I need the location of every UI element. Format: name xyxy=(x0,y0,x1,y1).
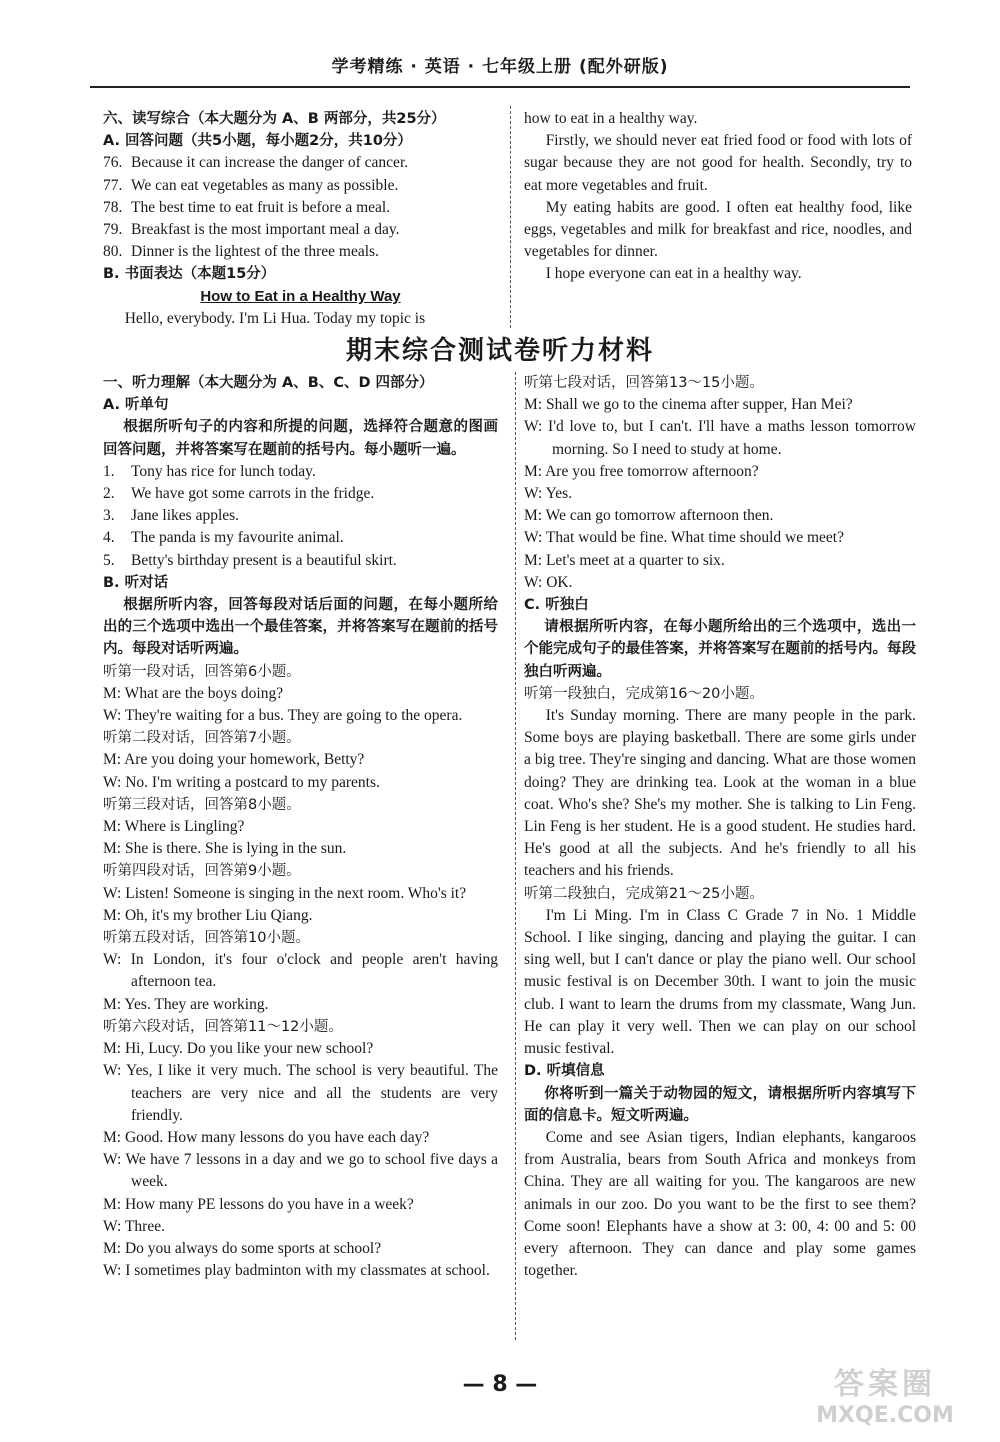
listening-a-instructions: 根据所听句子的内容和所提的问题，选择符合题意的图画回答问题，并将答案写在题前的括号内。每小题听一遍。 xyxy=(103,419,498,458)
section-title: 期末综合测试卷听力材料 xyxy=(345,336,654,366)
dialogue-line: W: OK. xyxy=(524,573,573,591)
dialogue-line: W: Yes, I like it very much. The school is very beautiful. The teachers are very nice and all the students are very friendly. xyxy=(103,1062,498,1124)
part-six-heading: 六、读写综合（本大题分为 A、B 两部分，共25分） xyxy=(103,111,446,127)
essay-paragraph: My eating habits are good. I often eat healthy food, like eggs, vegetables and milk for breakfast and rice, noodles, and vegetables for dinner. xyxy=(524,198,912,261)
answer-item xyxy=(103,175,498,197)
watermark-logo xyxy=(795,1368,975,1436)
dialogue-line: W: Three. xyxy=(103,1217,165,1235)
sentence-num: 5. xyxy=(103,551,115,569)
dialogue-line: M: Are you doing your homework, Betty? xyxy=(103,751,365,769)
essay-paragraph: I hope everyone can eat in a healthy way. xyxy=(545,265,802,283)
answer-item xyxy=(103,152,498,174)
dialogue-line: M: She is there. She is lying in the sun. xyxy=(103,840,347,858)
answer-item xyxy=(103,219,498,241)
dialogue-label: 听第二段对话，回答第7小题。 xyxy=(103,730,301,747)
dialogue-line: M: Are you free tomorrow afternoon? xyxy=(524,462,759,480)
monologue-text: It's Sunday morning. There are many people in the park. Some boys are playing basketball. There are some girls under a big tree. They're singing and dancing. What are those women doing? They are drinking tea. Look at the woman in a blue coat. Who's she? She's my mother. She is talking to Lin Feng. Lin Feng is her student. He is a good student. He studies hard. He's good at all the subjects. And he's friendly to all his teachers and his friends. xyxy=(524,707,916,880)
sentence-item xyxy=(103,483,498,505)
dialogue-label: 听第六段对话，回答第11～12小题。 xyxy=(103,1018,343,1035)
listening-a-heading: A. 听单句 xyxy=(103,397,169,414)
dialogue-line: W: Yes. xyxy=(524,485,573,503)
listening-c-instructions: 请根据所听内容，在每小题所给出的三个选项中，选出一个能完成句子的最佳答案，并将答案写在题前的括号内。每段独白听两遍。 xyxy=(524,619,916,680)
dialogue-line: M: Oh, it's my brother Liu Qiang. xyxy=(103,906,313,924)
answer-text: Dinner is the lightest of the three meals. xyxy=(131,243,379,261)
answer-text: Because it can increase the danger of cancer. xyxy=(131,154,409,172)
dialogue-line: M: Let's meet at a quarter to six. xyxy=(524,551,725,569)
dialogue-line: W: They're waiting for a bus. They are going to the opera. xyxy=(103,707,463,725)
answer-item xyxy=(103,197,498,219)
listening-d-instructions: 你将听到一篇关于动物园的短文，请根据所听内容填写下面的信息卡。短文听两遍。 xyxy=(524,1085,916,1124)
dialogue-line: W: That would be fine. What time should we meet? xyxy=(524,529,844,547)
part-six-b-heading: B. 书面表达（本题15分） xyxy=(103,266,276,283)
answer-text: We can eat vegetables as many as possible. xyxy=(131,176,399,194)
dialogue-line: M: Shall we go to the cinema after supper, Han Mei? xyxy=(524,396,853,414)
listening-c-heading: C. 听独白 xyxy=(524,597,589,614)
column-divider xyxy=(515,372,516,1340)
sentence-text: The panda is my favourite animal. xyxy=(131,529,344,547)
dialogue-line: M: What are the boys doing? xyxy=(103,684,284,702)
part-six-a-heading: A. 回答问题（共5小题，每小题2分，共10分） xyxy=(103,133,412,150)
dialogue-line: M: We can go tomorrow afternoon then. xyxy=(524,507,774,525)
watermark-url: MXQE.COM xyxy=(816,1403,954,1428)
dialogue-line: M: How many PE lessons do you have in a week? xyxy=(103,1195,414,1213)
dialogue-list xyxy=(103,661,498,1283)
dialogue-line: M: Good. How many lessons do you have each day? xyxy=(103,1128,430,1146)
listening-b-instructions: 根据所听内容，回答每段对话后面的问题，在每小题所给出的三个选项中选出一个最佳答案，并将答案写在题前的括号内。每段对话听两遍。 xyxy=(103,597,498,658)
dialogue-line: W: I sometimes play badminton with my classmates at school. xyxy=(103,1262,490,1280)
essay-paragraph: how to eat in a healthy way. xyxy=(524,110,698,127)
answer-num: 77. xyxy=(103,176,123,194)
answer-num: 78. xyxy=(103,198,123,216)
dialogue-line: W: No. I'm writing a postcard to my parents. xyxy=(103,773,380,791)
sentence-item xyxy=(103,527,498,549)
dialogue-label: 听第七段对话，回答第13～15小题。 xyxy=(524,375,764,391)
sentence-text: Tony has rice for lunch today. xyxy=(131,462,316,480)
essay-title: How to Eat in a Healthy Way xyxy=(200,287,401,305)
sentence-item xyxy=(103,461,498,483)
monologue-label: 听第二段独白，完成第21～25小题。 xyxy=(524,885,764,902)
dialogue-line: W: Listen! Someone is singing in the next room. Who's it? xyxy=(103,884,467,902)
sentence-num: 1. xyxy=(103,462,115,480)
sentence-text: Jane likes apples. xyxy=(131,507,240,525)
dialogue-label: 听第五段对话，回答第10小题。 xyxy=(103,930,310,947)
sentence-num: 2. xyxy=(103,485,115,503)
sentence-item xyxy=(103,505,498,527)
answer-num: 76. xyxy=(103,154,123,172)
answer-text: The best time to eat fruit is before a meal. xyxy=(131,198,391,216)
dialogue-line: W: In London, it's four o'clock and people aren't having afternoon tea. xyxy=(103,951,498,991)
dialogue-line: M: Where is Lingling? xyxy=(103,818,245,836)
listening-b-heading: B. 听对话 xyxy=(103,574,169,591)
dialogue-line: W: I'd love to, but I can't. I'll have a maths lesson tomorrow morning. So I need to study at home. xyxy=(524,418,916,458)
page-header: 学考精练 · 英语 · 七年级上册 (配外研版) xyxy=(90,52,910,88)
dialogue-line: M: Do you always do some sports at school? xyxy=(103,1239,382,1257)
watermark-text: 答案圈 xyxy=(834,1367,936,1402)
essay-paragraph: Hello, everybody. I'm Li Hua. Today my topic is xyxy=(124,309,426,327)
dialogue-label: 听第一段对话，回答第6小题。 xyxy=(103,663,301,680)
page-number: — 8 — xyxy=(462,1372,538,1397)
answer-item xyxy=(103,241,498,263)
listening-d-heading: D. 听填信息 xyxy=(524,1063,605,1080)
passage-text: Come and see Asian tigers, Indian elephants, kangaroos from Australia, bears from South Africa and monkeys from China. They are all waiting for you. The kangaroos are new animals in our zoo. Do you want to be the first to see them? Come soon! Elephants have a show at 3: 00, 4: 00 and 5: 00 every afternoon. They can dance and play some games together. xyxy=(524,1128,916,1280)
sentence-text: We have got some carrots in the fridge. xyxy=(131,485,375,503)
part-six-left xyxy=(103,108,498,330)
answer-num: 80. xyxy=(103,243,123,261)
answer-text: Breakfast is the most important meal a day. xyxy=(131,221,400,239)
listening-left xyxy=(103,372,498,1282)
essay-paragraph: Firstly, we should never eat fried food or food with lots of sugar because they are not good for health. Secondly, try to eat more vegetables and fruit. xyxy=(524,132,912,194)
answer-list xyxy=(103,152,498,263)
sentence-num: 3. xyxy=(103,507,115,525)
answer-num: 79. xyxy=(103,221,123,239)
dialogue-line: M: Yes. They are working. xyxy=(103,995,269,1013)
sentence-num: 4. xyxy=(103,529,115,547)
monologue-text: I'm Li Ming. I'm in Class C Grade 7 in No. 1 Middle School. I like singing, dancing and playing the guitar. I can sing well, but I can't dance or play the piano well. Our school music festival is on December 30th. I want to join the music club. I want to learn the drums from my classmate, Wang Jun. He can play it very well. Then we can play on our school music festival. xyxy=(524,906,916,1058)
dialogue-label: 听第三段对话，回答第8小题。 xyxy=(103,796,301,813)
dialogue-line: M: Hi, Lucy. Do you like your new school? xyxy=(103,1040,374,1058)
monologue-label: 听第一段独白，完成第16～20小题。 xyxy=(524,685,764,702)
column-divider xyxy=(510,106,511,328)
sentence-text: Betty's birthday present is a beautiful skirt. xyxy=(131,551,397,569)
listening-heading: 一、听力理解（本大题分为 A、B、C、D 四部分） xyxy=(103,375,434,391)
sentence-item xyxy=(103,550,498,572)
listening-right xyxy=(524,372,916,1282)
part-six-right xyxy=(524,108,912,286)
dialogue-line: W: We have 7 lessons in a day and we go to school five days a week. xyxy=(103,1151,498,1191)
dialogue-list xyxy=(524,372,916,594)
dialogue-label: 听第四段对话，回答第9小题。 xyxy=(103,863,301,880)
